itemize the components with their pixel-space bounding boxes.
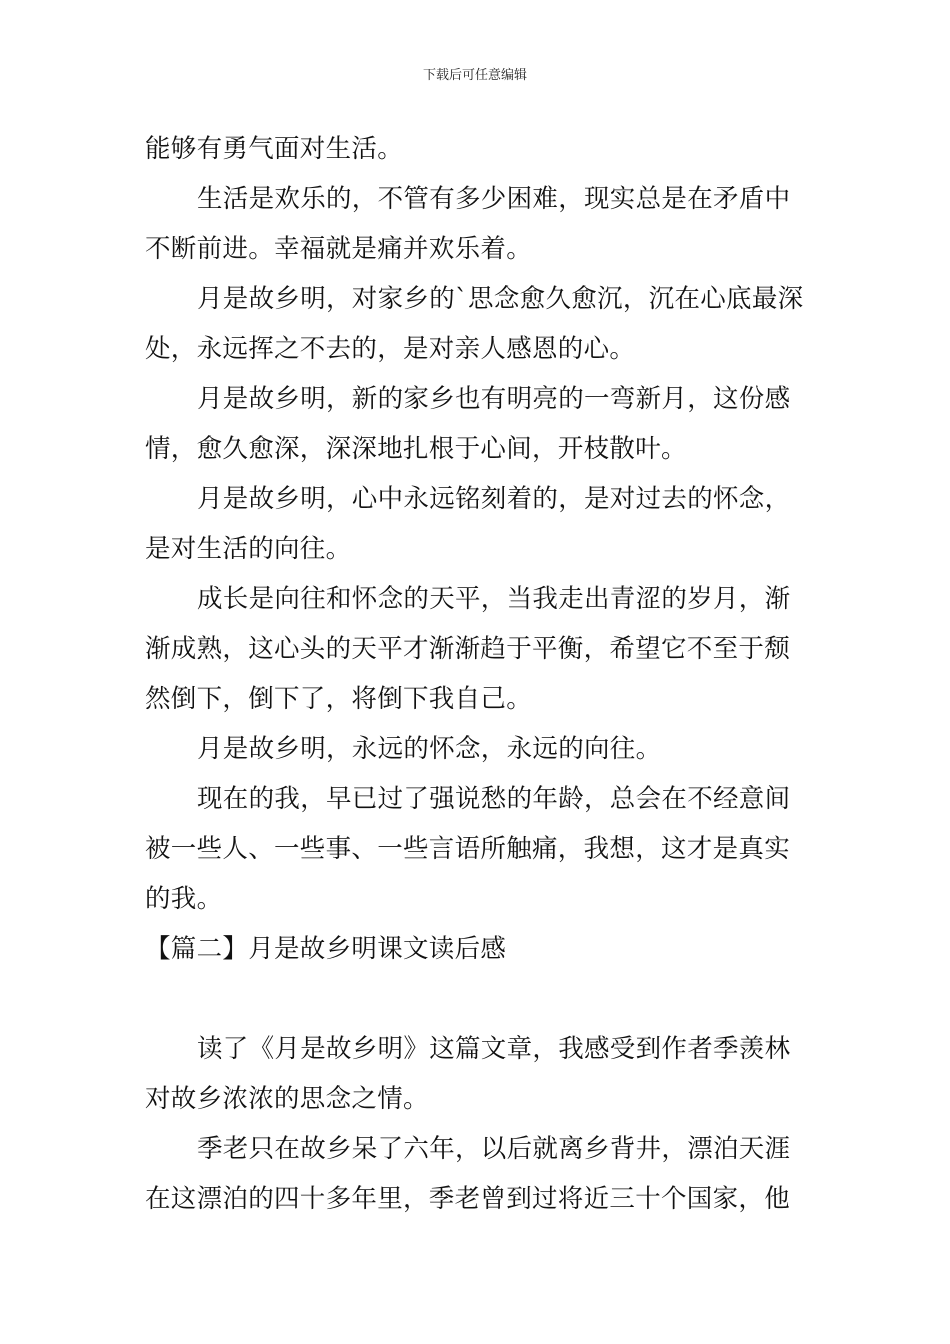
text-line: 是对生活的向往。 bbox=[145, 534, 352, 564]
text-line: 在这漂泊的四十多年里，季老曾到过将近三十个国家，他 bbox=[145, 1184, 791, 1214]
section-heading: 【篇二】月是故乡明课文读后感 bbox=[145, 934, 507, 964]
text-line: 现在的我，早已过了强说愁的年龄，总会在不经意间 bbox=[197, 784, 791, 814]
text-line: 不断前进。幸福就是痛并欢乐着。 bbox=[145, 234, 533, 264]
text-line: 读了《月是故乡明》这篇文章，我感受到作者季羡林 bbox=[197, 1034, 791, 1064]
text-line: 生活是欢乐的，不管有多少困难，现实总是在矛盾中 bbox=[197, 184, 791, 214]
text-line: 月是故乡明，心中永远铭刻着的，是对过去的怀念， bbox=[197, 484, 791, 514]
text-line: 成长是向往和怀念的天平，当我走出青涩的岁月，渐 bbox=[197, 584, 791, 614]
text-line: 情，愈久愈深，深深地扎根于心间，开枝散叶。 bbox=[145, 434, 687, 464]
text-line: 处，永远挥之不去的，是对亲人感恩的心。 bbox=[145, 334, 636, 364]
text-line: 季老只在故乡呆了六年，以后就离乡背井，漂泊天涯 bbox=[197, 1134, 791, 1164]
text-line: 月是故乡明，对家乡的`思念愈久愈沉，沉在心底最深 bbox=[197, 284, 804, 314]
text-line: 能够有勇气面对生活。 bbox=[145, 134, 404, 164]
text-line: 然倒下，倒下了，将倒下我自己。 bbox=[145, 684, 533, 714]
text-line: 月是故乡明，新的家乡也有明亮的一弯新月，这份感 bbox=[197, 384, 791, 414]
text-line: 对故乡浓浓的思念之情。 bbox=[145, 1084, 429, 1114]
text-line: 被一些人、一些事、一些言语所触痛，我想，这才是真实 bbox=[145, 834, 791, 864]
page-header: 下载后可任意编辑 bbox=[422, 68, 527, 83]
text-line: 的我。 bbox=[145, 884, 223, 914]
text-line: 月是故乡明，永远的怀念，永远的向往。 bbox=[197, 734, 662, 764]
text-line: 渐成熟，这心头的天平才渐渐趋于平衡，希望它不至于颓 bbox=[145, 634, 791, 664]
